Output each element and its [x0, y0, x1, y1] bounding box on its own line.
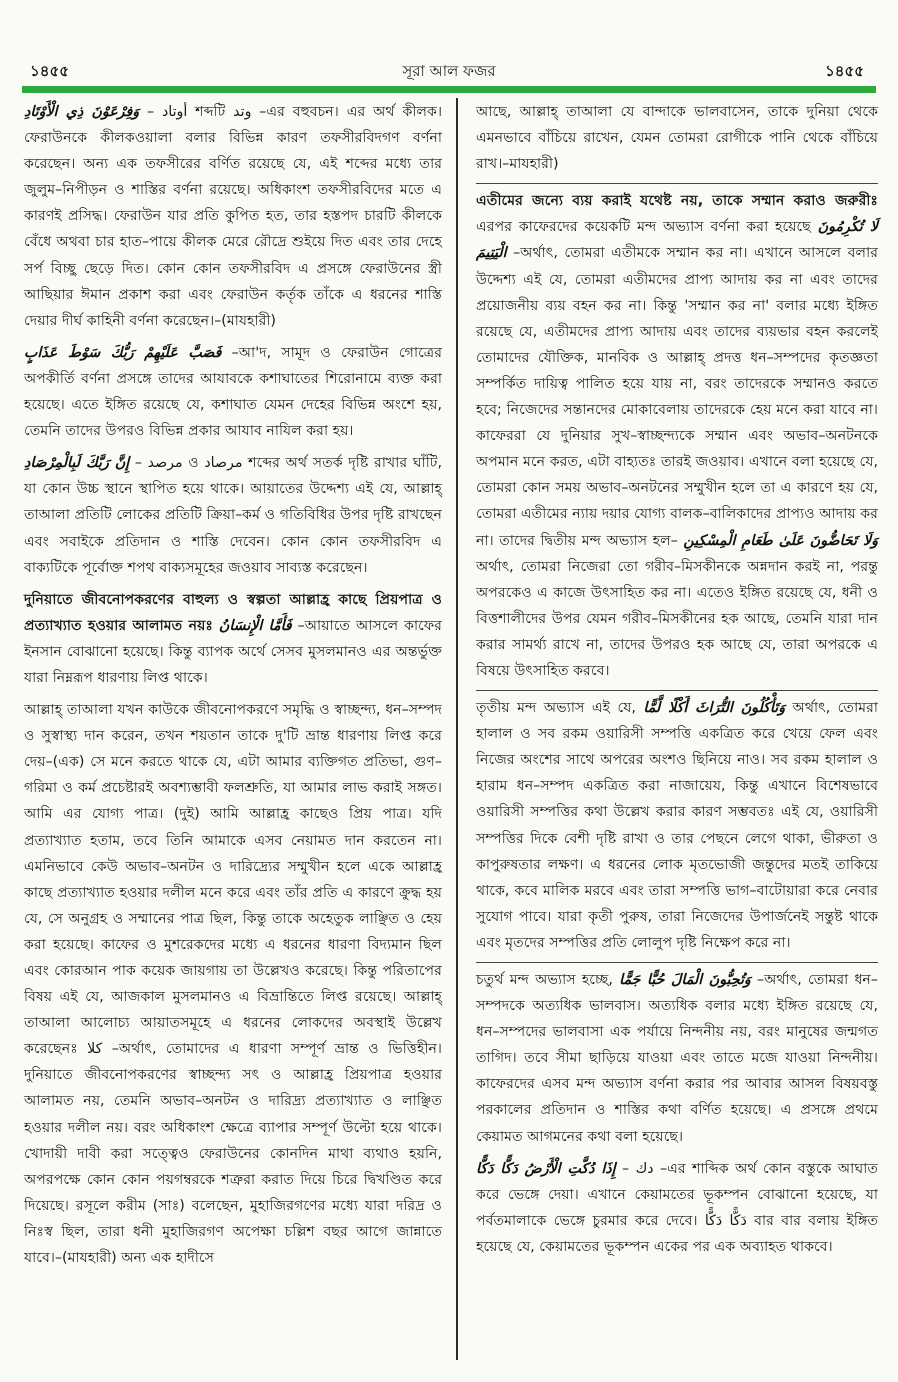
paragraph-mirsad [24, 450, 442, 580]
arabic-verse: إِذَا دُكَّتِ الْأَرْضُ دَكًّا دَكًّا [476, 1160, 616, 1177]
paragraph-text: –আ'দ, সামূদ ও ফেরাউন গোত্রের অপকীর্তি বর্ণনা প্রসঙ্গে তাদের আযাবকে কশাঘাতের শিরোনামে ব্যক্ত করা হয়েছে। এতে ইঙ্গিত রয়েছে যে, কশাঘাত যেমন দেহের বিভিন্ন অংশে হয়, তেমনি তাদের উপরও বিভিন্ন প্রকার আযাব নাযিল করা হয়। [24, 344, 442, 440]
page-header [24, 58, 874, 84]
section-heading: দুনিয়াতে জীবনোপকরণের বাহুল্য ও স্বল্পতা আল্লাহ্র কাছে প্রিয়পাত্র ও প্রত্যাখ্যাত হওয়ার আলামত নয়ঃ [24, 591, 442, 634]
arabic-verse: فَأَمَّا الْإِنسَانُ [218, 617, 292, 634]
paragraph-text: আল্লাহ্ তাআলা যখন কাউকে জীবনোপকরণে সমৃদ্ধি ও স্বাচ্ছন্দ্য, ধন–সম্পদ ও সুস্বাস্থ্য দান করেন, তখন শয়তান তাকে দু'টি ভ্রান্ত ধারণায় লিপ্ত করে দেয়–(এক) সে মনে করতে থাকে যে, এটা আমার ব্যক্তিগত প্রতিভা, গুণ–গরিমা ও কর্ম প্রচেষ্টারই অবশ্যম্ভাবী ফলশ্রুতি, যা আমার লাভ করাই সঙ্গত। আমি এর যোগ্য পাত্র। (দুই) আমি আল্লাহ্র কাছেও প্রিয় পাত্র। যদি প্রত্যাখ্যাত হতাম, তবে তিনি আমাকে এসব নেয়ামত দান করতেন না। এমনিভাবে কেউ অভাব–অনটন ও দারিদ্র্যের সম্মুখীন হলে একে আল্লাহ্র কাছে প্রত্যাখ্যাত হওয়ার দলীল মনে করে এবং তাঁর প্রতি এ কারণে ক্রুদ্ধ হয় যে, সে অনুগ্রহ ও সম্মানের পাত্র ছিল, কিন্তু তাকে অহেতুক লাঞ্ছিত ও হেয় করা হয়েছে। কাফের ও মুশরেকদের মধ্যে এ ধরনের ধারণা বিদ্যমান ছিল এবং কোরআন পাক কয়েক জায়গায় তা উল্লেখও করেছে। কিন্তু পরিতাপের বিষয় এই যে, আজকাল মুসলমানও এ বিভ্রান্তিতে লিপ্ত রয়েছে। আল্লাহ্ তাআলা আলোচ্য আয়াতসমূহে এ ধরনের লোকদের অবস্থাই উল্লেখ করেছেনঃ كلا –অর্থাৎ, তোমাদের এ ধারণা সম্পূর্ণ ভ্রান্ত ও ভিত্তিহীন। দুনিয়াতে জীবনোপকরণের স্বাচ্ছন্দ্য সৎ ও আল্লাহ্র প্রিয়পাত্র হওয়ার আলামত নয়, তেমনি অভাব–অনটন ও দারিদ্র্য প্রত্যাখ্যাত ও লাঞ্ছিত হওয়ার দলীল নয়। বরং অধিকাংশ ক্ষেত্রে ব্যাপার সম্পূর্ণ উল্টো হয়ে থাকে। খোদায়ী দাবী করা সত্ত্বেও ফেরাউনের কোনদিন মাথা ব্যথাও হয়নি, অপরপক্ষে কোন কোন পয়গম্বরকে শত্রুরা করাত দিয়ে চিরে দ্বিখণ্ডিত করে দিয়েছে। রসূলে করীম (সাঃ) বলেছেন, মুহাজিরগণের মধ্যে যারা দরিদ্র ও নিঃস্ব ছিল, তারা ধনী মুহাজিরগণ অপেক্ষা চল্লিশ বছর আগে জান্নাতে যাবে।–(মাযহারী) অন্য এক হাদীসে [24, 702, 442, 1267]
paragraph-text: –অর্থাৎ, তোমরা ধন–সম্পদকে অত্যধিক ভালবাস। অত্যধিক বলার মধ্যে ইঙ্গিত রয়েছে যে, ধন–সম্পদের ভালবাসা এক পর্যায়ে নিন্দনীয় নয়, বরং মানুষের জন্মগত তাগিদ। তবে সীমা ছাড়িয়ে যাওয়া এবং তাতে মজে যাওয়া নিন্দনীয়। কাফেরদের এসব মন্দ অভ্যাস বর্ণনা করার পর আবার আসল বিষয়বস্তু পরকালের প্রতিদান ও শাস্তির কথা বর্ণিত হয়েছে। এ প্রসঙ্গে প্রথমে কেয়ামত আগমনের কথা বলা হয়েছে। [476, 972, 878, 1145]
paragraph-text: অর্থাৎ, তোমরা নিজেরা তো গরীব–মিসকীনকে অন্নদান করই না, পরন্তু অপরকেও এ কাজে উৎসাহিত কর না। এতেও ইঙ্গিত রয়েছে যে, ধনী ও বিত্তশালীদের উপর যেমন গরীব–মিসকীনের হক আছে, তেমনি যারা দান করার সামর্থ্য রাখে না, তাদের উপরও হক আছে যে, তারা অপরকে এ বিষয়ে উৎসাহিত করবে। [476, 558, 878, 679]
paragraph-text: চতুর্থ মন্দ অভ্যাস হচ্ছে, [476, 972, 613, 988]
header-rule [22, 86, 876, 93]
paragraph-love-of-wealth [476, 962, 878, 1150]
paragraph-abundance [24, 587, 442, 691]
right-column [476, 99, 878, 1266]
running-title: সূরা আল ফজর [402, 62, 496, 80]
paragraph-text: এরপর কাফেরদের কয়েকটি মন্দ অভ্যাস বর্ণনা করা হয়েছে [476, 219, 811, 236]
paragraph-orphans [476, 183, 878, 684]
page-number-right: ১৪৫৫ [825, 62, 864, 80]
arabic-verse: فَصَبَّ عَلَيْهِمْ رَبُّكَ سَوْطَ عَذَابٍ [24, 344, 222, 361]
paragraph-text: –অর্থাৎ, তোমরা এতীমকে সম্মান কর না। এখানে আসলে বলার উদ্দেশ্য এই যে, তোমরা এতীমদের প্রাপ্য আদায় কর না এবং তাদের প্রয়োজনীয় ব্যয় বহন কর না। কিন্তু 'সম্মান কর না' বলার মধ্যে ইঙ্গিত রয়েছে যে, এতীমদের প্রাপ্য আদায় এবং তাদের ব্যয়ভার বহন করলেই তোমাদের যৌক্তিক, মানবিক ও আল্লাহ্ প্রদত্ত ধন–সম্পদের কৃতজ্ঞতা সম্পর্কিত দায়িত্ব পালিত হয়ে যায় না, বরং তাদেরকে সম্মানও করতে হবে; নিজেদের সন্তানদের মোকাবেলায় তাদেরকে হেয় মনে করা যাবে না। কাফেররা যে দুনিয়ার সুখ–স্বাচ্ছন্দ্যকে সম্মান এবং অভাব–অনটনকে অপমান মনে করত, এটা বাহ্যতঃ তারই জওয়াব। এখানে বলা হয়েছে যে, তোমরা কোন সময় অভাব–অনটনের সম্মুখীন হলে তা এ কারণে হয় যে, তোমরা এতীমের ন্যায় দয়ার যোগ্য বালক–বালিকাদের প্রাপ্যও আদায় কর না। তাদের দ্বিতীয় মন্দ অভ্যাস হল– [476, 245, 878, 549]
column-divider [456, 98, 458, 1360]
paragraph-hadith-continued [476, 99, 878, 177]
arabic-verse: وَتُحِبُّونَ الْمَالَ حُبًّا جَمًّا [619, 972, 751, 988]
left-column [24, 99, 442, 1277]
arabic-verse: إِنَّ رَبَّكَ لَبِالْمِرْصَادِ [24, 455, 130, 472]
paragraph-text: অর্থাৎ, তোমরা হালাল ও সব রকম ওয়ারিসী সম্পত্তি একত্রিত করে খেয়ে ফেল এবং নিজের অংশের সাথে অপরের অংশও ছিনিয়ে নাও। সব রকম হালাল ও হারাম ধন–সম্পদ একত্রিত করা নাজায়েয, কিন্তু এখানে বিশেষভাবে ওয়ারিসী সম্পত্তির কথা উল্লেখ করার কারণ সম্ভবতঃ এই যে, ওয়ারিসী সম্পত্তির দিকে বেশী দৃষ্টি রাখা ও তার পেছনে লেগে থাকা, ভীরুতা ও কাপুরুষতার লক্ষণ। এ ধরনের লোক মৃতভোজী জন্তুদের মতই তাকিয়ে থাকে, কবে মালিক মরবে এবং তারা সম্পত্তি ভাগ–বাটোয়ারা করে নেবার সুযোগ পাবে। যারা কৃতী পুরুষ, তারা নিজেদের উপার্জনেই সন্তুষ্ট থাকে এবং মৃতদের সম্পত্তির প্রতি লোলুপ দৃষ্টি নিক্ষেপ করে না। [476, 700, 878, 951]
paragraph-text: – دك –এর শাব্দিক অর্থ কোন বস্তুকে আঘাত করে ভেঙ্গে দেয়া। এখানে কেয়ামতের ভূকম্পন বোঝানো হয়েছে, যা পর্বতমালাকে ভেঙ্গে চুরমার করে দেবে। دَكًّا دَكًّا বার বার বলায় ইঙ্গিত হয়েছে যে, কেয়ামতের ভূকম্পন একের পর এক অব্যাহত থাকবে। [476, 1160, 878, 1255]
paragraph-inheritance [476, 690, 878, 956]
section-heading: এতীমের জন্যে ব্যয় করাই যথেষ্ট নয়, তাকে সম্মান করাও জরুরীঃ [476, 193, 878, 210]
page-number-left: ১৪৫৫ [30, 62, 69, 80]
arabic-verse: لَا تُكْرِمُونَ الْيَتِيمَ [476, 219, 878, 262]
arabic-verse: وَلَا تَحَاضُّونَ عَلَىٰ طَعَامِ الْمِسْكِينِ [683, 532, 878, 549]
arabic-verse: وَفِرْعَوْنَ ذِي الْأَوْتَادِ [24, 104, 140, 120]
arabic-verse: وَتَأْكُلُونَ التُّرَاثَ أَكْلًا لَّمًّا [643, 700, 786, 717]
paragraph-text: – أوتاد শব্দটি وتد –এর বহুবচন। এর অর্থ কীলক। ফেরাউনকে কীলকওয়ালা বলার বিভিন্ন কারণ তফসীরবিদগণ বর্ণনা করেছেন। অন্য এক তফসীরের বর্ণিত রয়েছে যে, এই শব্দের মধ্যে তার জুলুম–নিপীড়ন ও শাস্তির বর্ণনা রয়েছে। অধিকাংশ তফসীরবিদের মতে এ কারণই প্রসিদ্ধ। ফেরাউন যার প্রতি কুপিত হত, তার হস্তপদ চারটি কীলকে বেঁধে অথবা চার হাত–পায়ে কীলক মেরে রৌদ্রে শুইয়ে দিত এবং তার দেহে সর্প বিচ্ছু ছেড়ে দিত। কোন কোন তফসীরবিদ এ প্রসঙ্গে ফেরাউনের স্ত্রী আছিয়ার ঈমান প্রকাশ করা এবং ফেরাউন কর্তৃক তাঁকে এ ধরনের শাস্তি দেয়ার দীর্ঘ কাহিনী বর্ণনা করেছেন।–(মাযহারী) [24, 104, 443, 329]
paragraph-text: তৃতীয় মন্দ অভ্যাস এই যে, [476, 700, 636, 717]
paragraph-whip [24, 340, 442, 444]
paragraph-text: –আয়াতে আসলে কাফের ইনসান বোঝানো হয়েছে। কিন্তু ব্যাপক অর্থে সেসব মুসলমানও এর অন্তর্ভুক্ত যারা নিম্নরূপ ধারণায় লিপ্ত থাকে। [24, 617, 442, 686]
paragraph-text: আছে, আল্লাহ্ তাআলা যে বান্দাকে ভালবাসেন, তাকে দুনিয়া থেকে এমনভাবে বাঁচিয়ে রাখেন, যেমন তোমরা রোগীকে পানি থেকে বাঁচিয়ে রাখ।–মাযহারী) [476, 104, 878, 173]
paragraph-text: – مرصد ও مرصاد শব্দের অর্থ সতর্ক দৃষ্টি রাখার ঘাঁটি, যা কোন উচ্চ স্থানে স্থাপিত হয়ে থাকে। আয়াতের উদ্দেশ্য এই যে, আল্লাহ্ তাআলা প্রতিটি লোকের প্রতিটি ক্রিয়া–কর্ম ও গতিবিধির উপর দৃষ্টি রাখছেন এবং সবাইকে প্রতিদান ও শাস্তি দেবেন। কোন কোন তফসীরবিদ এ বাক্যটিকে পূর্বোক্ত শপথ বাক্যসমূহের জওয়াব সাব্যস্ত করেছেন। [24, 455, 442, 576]
paragraph-earthquake [476, 1156, 878, 1260]
paragraph-two-misconceptions [24, 697, 442, 1271]
paragraph-autad [24, 99, 442, 334]
